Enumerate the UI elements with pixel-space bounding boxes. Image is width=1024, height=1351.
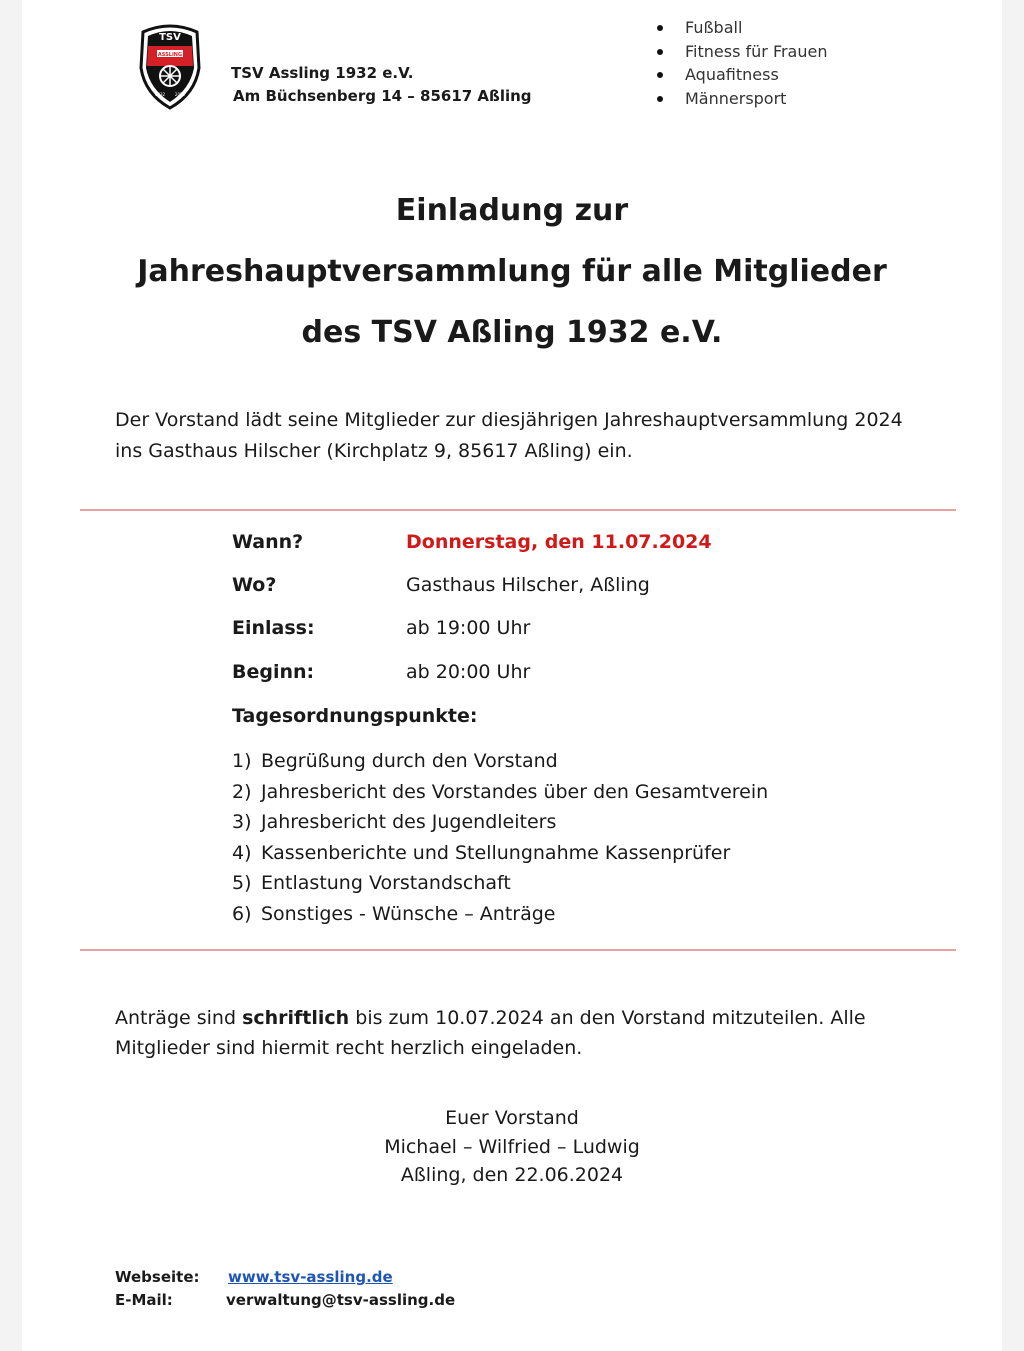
- closing-emphasis: schriftlich: [242, 1007, 350, 1029]
- agenda-item: [232, 868, 768, 899]
- logo-year-left: 1932: [154, 92, 166, 97]
- when-label: Wann?: [232, 531, 304, 553]
- where-label: Wo?: [232, 574, 277, 596]
- entry-value: ab 19:00 Uhr: [406, 617, 531, 639]
- email-label: E-Mail:: [115, 1291, 173, 1309]
- intro-line-2: ins Gasthaus Hilscher (Kirchplatz 9, 85617 Aßling) ein.: [115, 440, 633, 462]
- intro-paragraph: [115, 405, 935, 467]
- closing-text-end: bis zum 10.07.2024 an den Vorstand mitzuteilen. Alle: [349, 1007, 866, 1029]
- title-line-2: Jahreshauptversammlung für alle Mitglieder: [137, 254, 887, 289]
- when-value: Donnerstag, den 11.07.2024: [406, 531, 712, 553]
- agenda-title: Tagesordnungspunkte:: [232, 705, 478, 727]
- start-value: ab 20:00 Uhr: [406, 661, 531, 683]
- website-label: Webseite:: [115, 1268, 200, 1286]
- sport-item: Fitness für Frauen: [652, 40, 827, 64]
- document-title: [22, 180, 1002, 363]
- signature-line-3: Aßling, den 22.06.2024: [400, 1164, 624, 1186]
- sport-item: Männersport: [652, 87, 827, 111]
- signature-line-1: Euer Vorstand: [445, 1107, 579, 1129]
- closing-line-1: [115, 1003, 935, 1033]
- intro-line-1: Der Vorstand lädt seine Mitglieder zur diesjährigen Jahreshauptversammlung 2024: [115, 409, 903, 431]
- agenda-number: 3): [232, 811, 252, 833]
- logo-inner-text: ASSLING: [157, 52, 183, 58]
- title-line-1: Einladung zur: [395, 193, 629, 228]
- agenda-number: 6): [232, 902, 252, 925]
- sports-list: [652, 16, 827, 110]
- divider-bottom: [80, 949, 956, 951]
- agenda-number: 2): [232, 780, 252, 803]
- start-label: Beginn:: [232, 661, 315, 683]
- agenda-text: Begrüßung durch den Vorstand: [261, 750, 558, 772]
- agenda-number: 5): [232, 872, 252, 894]
- entry-label: Einlass:: [232, 617, 315, 639]
- agenda-number: 1): [232, 750, 252, 772]
- agenda-item: [232, 838, 768, 869]
- signature-line-2: Michael – Wilfried – Ludwig: [384, 1135, 640, 1158]
- agenda-text: Kassenberichte und Stellungnahme Kassenprüfer: [261, 841, 731, 864]
- website-link[interactable]: www.tsv-assling.de: [228, 1268, 393, 1286]
- logo-text: TSV: [159, 32, 181, 43]
- title-line-3: des TSV Aßling 1932 e.V.: [301, 315, 723, 350]
- agenda-number: 4): [232, 841, 252, 864]
- agenda-item: [232, 807, 768, 838]
- agenda-text: Sonstiges - Wünsche – Anträge: [261, 902, 556, 925]
- club-logo: [135, 22, 205, 110]
- agenda-text: Jahresbericht des Jugendleiters: [261, 811, 557, 833]
- closing-text-start: Anträge sind: [115, 1007, 243, 1029]
- closing-line-2: Mitglieder sind hiermit recht herzlich eingeladen.: [115, 1037, 583, 1059]
- club-name: TSV Assling 1932 e.V.: [231, 64, 414, 82]
- where-value: Gasthaus Hilscher, Aßling: [406, 574, 650, 596]
- club-address: Am Büchsenberg 14 – 85617 Aßling: [233, 87, 532, 105]
- logo-year-right: 2022: [174, 92, 186, 97]
- sport-item: Aquafitness: [652, 63, 827, 87]
- signature-block: [22, 1104, 1002, 1190]
- divider-top: [80, 509, 956, 511]
- agenda-item: [232, 899, 768, 930]
- email-value: verwaltung@tsv-assling.de: [226, 1291, 456, 1309]
- agenda-text: Jahresbericht des Vorstandes über den Gesamtverein: [261, 780, 769, 803]
- agenda-text: Entlastung Vorstandschaft: [261, 872, 511, 894]
- agenda-list: [232, 746, 768, 929]
- agenda-item: [232, 777, 768, 808]
- agenda-item: [232, 746, 768, 777]
- club-info: [231, 62, 532, 108]
- sport-item: Fußball: [652, 16, 827, 40]
- document-page: [22, 0, 1002, 1351]
- closing-paragraph: [115, 1003, 935, 1063]
